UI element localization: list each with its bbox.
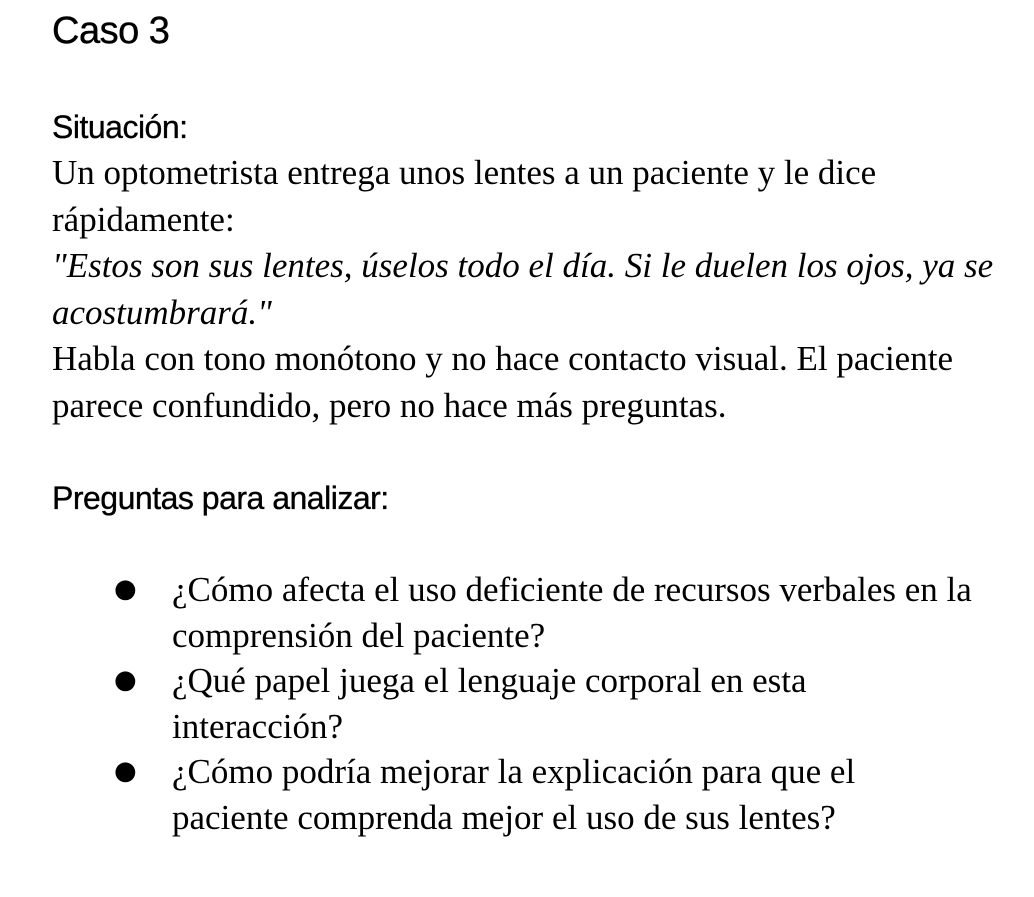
question-item: [52, 658, 972, 749]
bullet-icon: ●: [114, 574, 137, 604]
situation-text-block: [52, 150, 1012, 429]
question-text: ¿Cómo podría mejorar la explicación para que el paciente comprenda mejor el uso de sus lentes?: [172, 752, 856, 837]
question-item: [52, 567, 972, 658]
case-title: Caso 3: [52, 10, 170, 52]
question-text: ¿Qué papel juega el lenguaje corporal en esta interacción?: [172, 661, 807, 746]
situation-description: Habla con tono monótono y no hace contacto visual. El paciente parece confundido, pero no hace más preguntas.: [52, 339, 953, 425]
situation-intro: Un optometrista entrega unos lentes a un paciente y le dice rápidamente:: [52, 153, 877, 239]
questions-label: Preguntas para analizar:: [52, 480, 389, 516]
questions-list: [52, 567, 1012, 840]
situation-label: Situación:: [52, 109, 188, 145]
situation-quote: "Estos son sus lentes, úselos todo el día. Si le duelen los ojos, ya se acostumbrará.": [52, 246, 994, 332]
bullet-icon: ●: [114, 665, 137, 695]
question-text: ¿Cómo afecta el uso deficiente de recursos verbales en la comprensión del paciente?: [172, 570, 972, 655]
question-item: [52, 749, 972, 840]
bullet-icon: ●: [114, 756, 137, 786]
